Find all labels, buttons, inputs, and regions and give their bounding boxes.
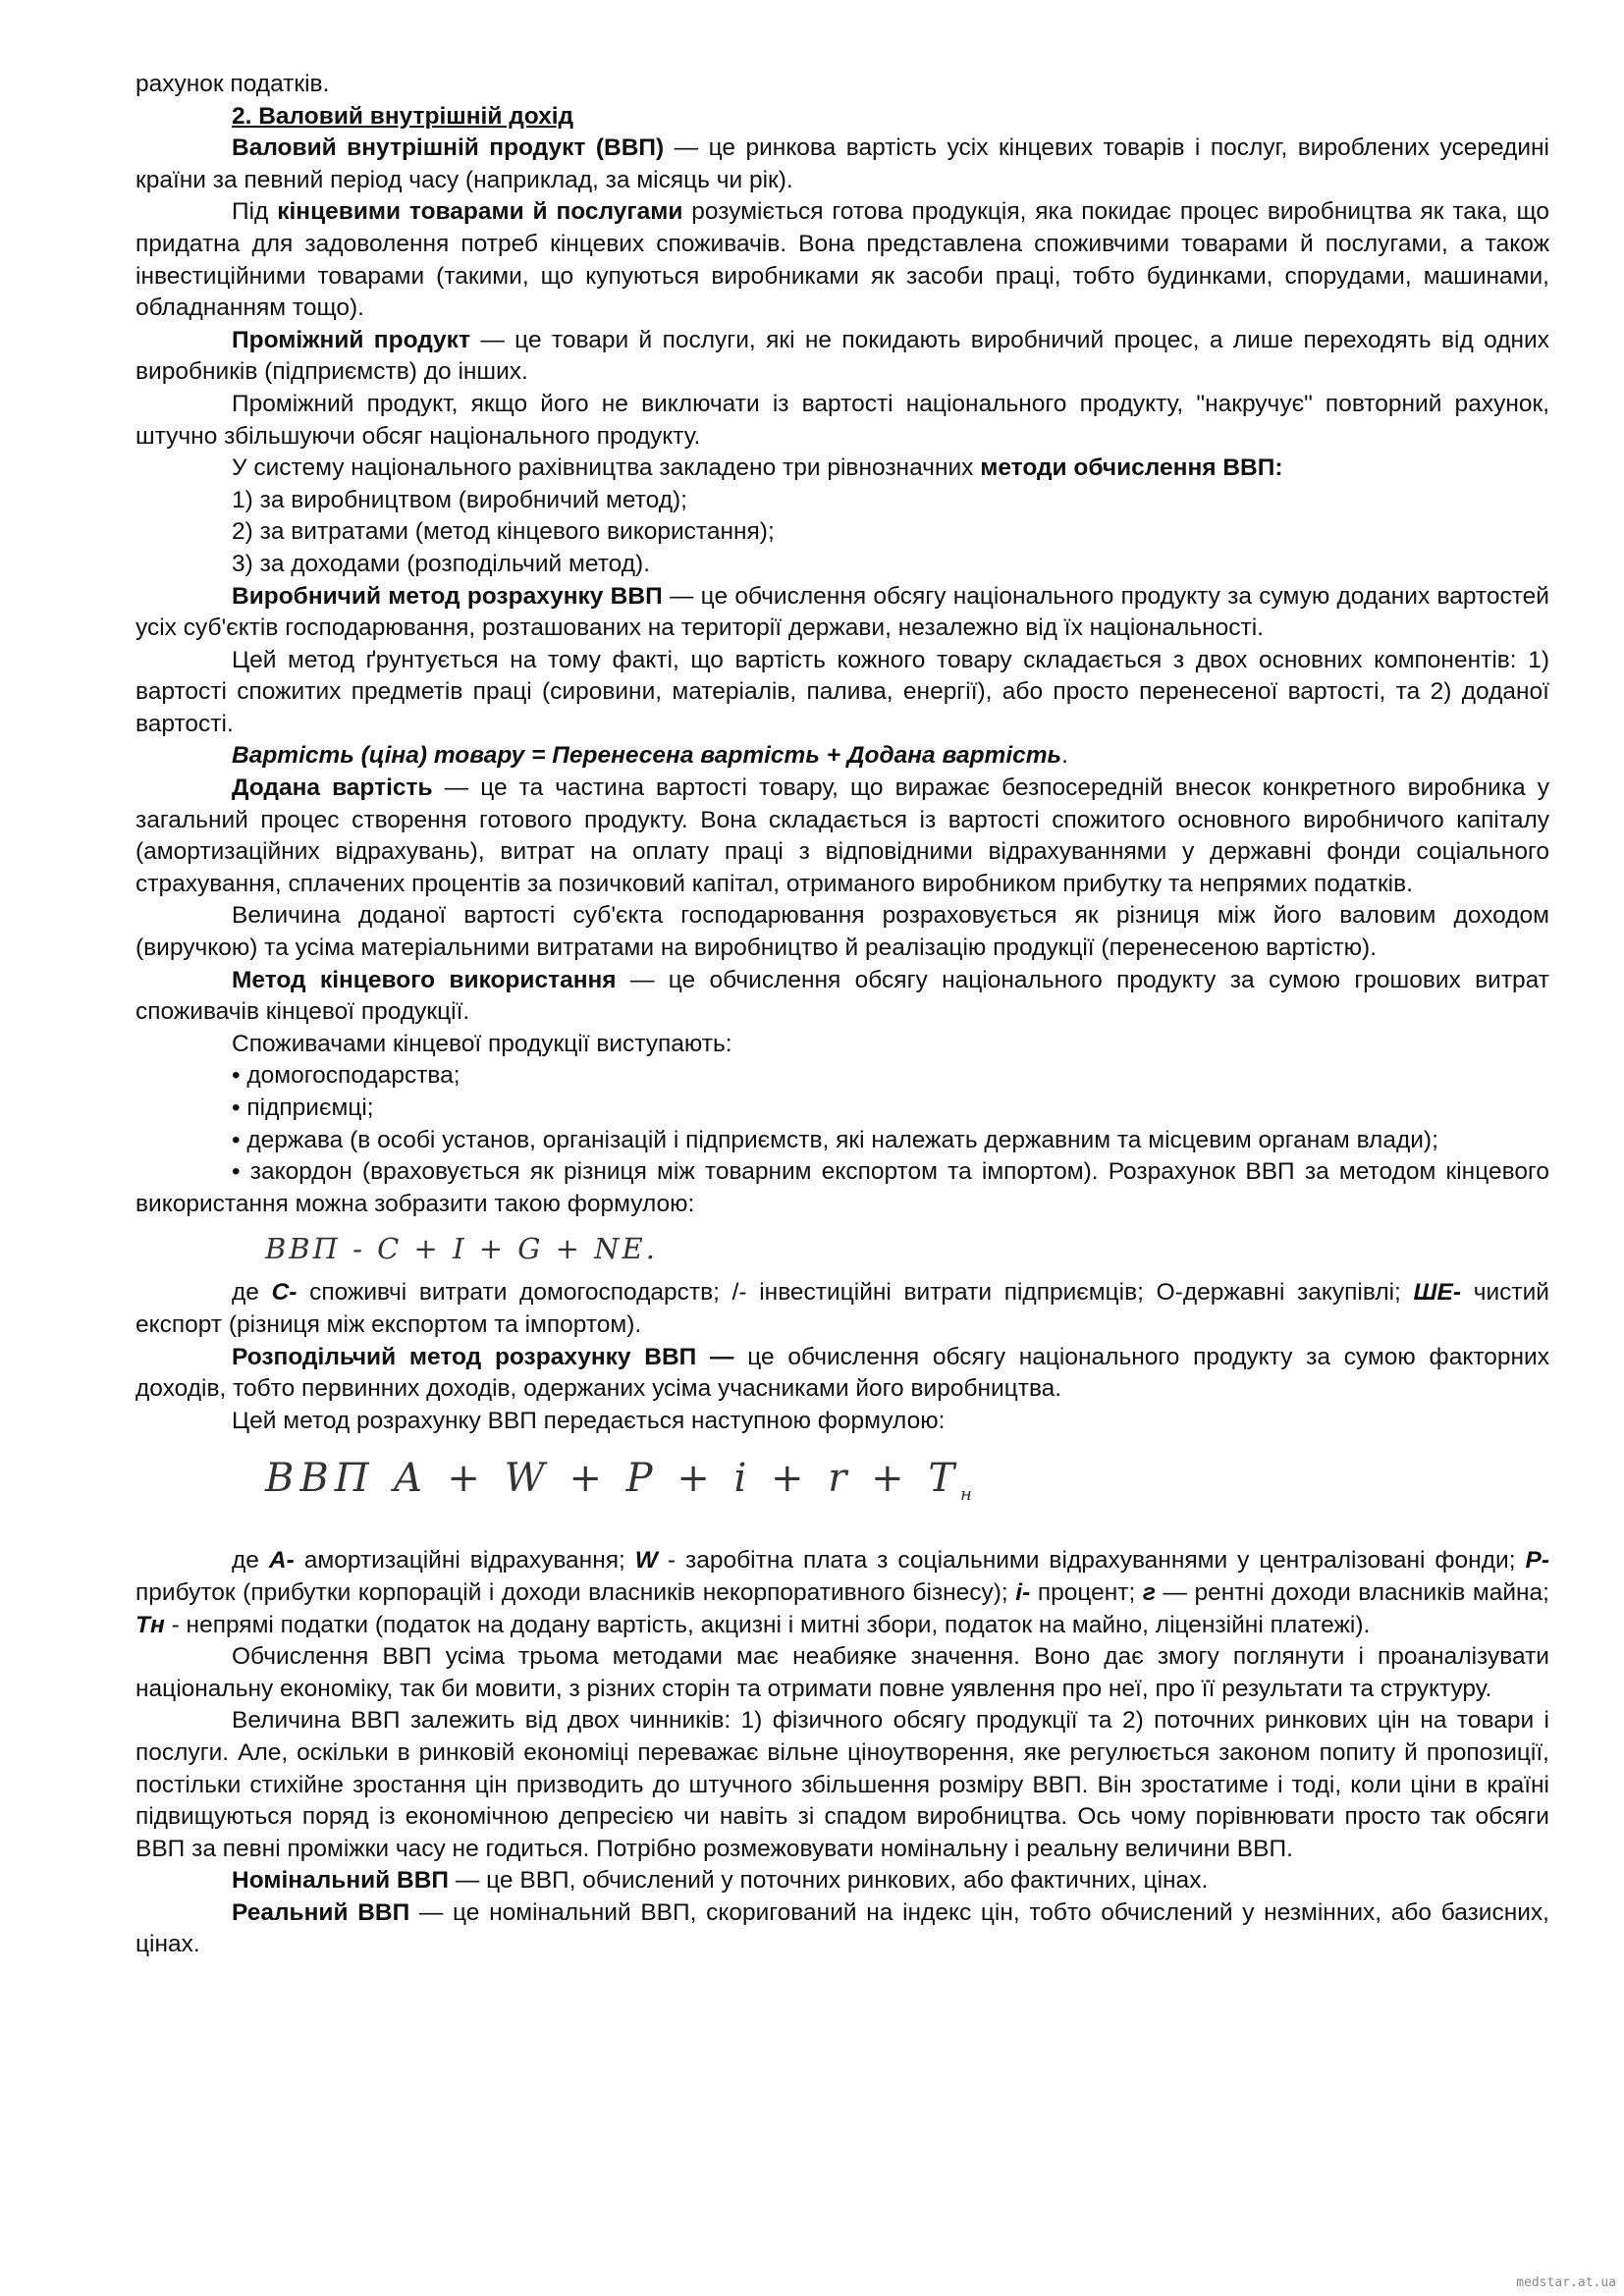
paragraph-text: - непрямі податки (податок на додану вартість, акцизні і митні збори, податок на майно, ліцензійні платежі). (164, 1611, 1371, 1638)
formula-income-text: ВВП А + W + Р + і + r + Т (265, 1456, 961, 1502)
paragraph-text: прибуток (прибутки корпорацій і доходи власників некорпоративного бізнесу); (135, 1578, 1016, 1606)
paragraph-intermediate-product (135, 325, 1549, 389)
term-intermediate-product: Проміжний продукт (232, 326, 470, 353)
bullet-state: • держава (в особі установ, організацій і підприємств, які належать державним та місцевим органам влади); (232, 1126, 1438, 1153)
paragraph-text: — це обчислення обсягу національного продукту за сумою грошових витрат споживачів кінцевої продукції. (135, 966, 1549, 1026)
bullet-entrepreneurs: • підприємці; (232, 1095, 374, 1121)
paragraph-cost-components: Цей метод ґрунтується на тому факті, що вартість кожного товару складається з двох основних компонентів: 1) вартості спожитих предметів праці (сировини, матеріалів, палива, енергії), або просто перенесеної вартості, та 2) доданої вартості. (135, 646, 1549, 737)
paragraph-final-goods (135, 196, 1549, 324)
paragraph-text: чистий експорт (різниця між експортом та імпортом). (135, 1279, 1549, 1338)
paragraph-value-added (135, 773, 1549, 900)
term-final-goods: кінцевими товарами й послугами (277, 198, 683, 226)
paragraph-value-equation (135, 740, 1549, 773)
paragraph-income-method (135, 1342, 1549, 1406)
bullet-abroad: • закордон (враховується як різниця між товарним експортом та імпортом). Розрахунок ВВП за методом кінцевого використання можна зобразити такою формулою: (135, 1158, 1549, 1217)
paragraph-text: - заробітна плата з соціальними відрахуваннями у централізовані фонди; (657, 1547, 1526, 1575)
paragraph-text: — це номінальний ВВП, скоригований на індекс цін, тобто обчислений у незмінних, або базисних, цінах. (135, 1898, 1549, 1958)
paragraph-text: — це ринкова вартість усіх кінцевих товарів і послуг, вироблених усередині країни за певний період часу (наприклад, за місяць чи рік). (135, 134, 1549, 193)
symbol-c: С- (271, 1279, 298, 1307)
paragraph-text: — рентні доходи власників майна; (1155, 1578, 1549, 1606)
paragraph-nominal-gdp (135, 1865, 1549, 1897)
paragraph-value-added-calc: Величина доданої вартості суб'єкта господарювання розраховується як різниця між його валовим доходом (виручкою) та усіма матеріальними витратами на виробництво й реалізацію продукції (перенесеною вартістю). (135, 902, 1549, 962)
site-watermark: medstar.at.ua (1516, 2275, 1616, 2290)
symbol-tn: Тн (135, 1611, 165, 1638)
paragraph-carryover: рахунок податків. (135, 71, 330, 97)
symbol-i: і- (1015, 1578, 1031, 1606)
paragraph-text: споживчі витрати домогосподарств; /- інвестиційні витрати підприємців; О-державні закупівлі; (297, 1279, 1414, 1307)
symbol-ne: ШЕ- (1413, 1279, 1462, 1307)
paragraph-text: . (1061, 742, 1068, 770)
paragraph-text: де (232, 1547, 269, 1575)
term-methods: методи обчислення ВВП: (980, 454, 1283, 482)
value-equation: Вартість (ціна) товару = Перенесена вартість + Додана вартість (232, 742, 1062, 770)
paragraph-text: — це та частина вартості товару, що виражає безпосередній внесок конкретного виробника у загальний процес створення готового продукту. Вона складається із вартості спожитого основного виробничого капіталу (амортизаційних відрахувань), витрат на оплату праці з відповідними відрахуваннями у державні фонди соціального страхування, сплачених процентів за позичковий капітал, отриманого виробником прибутку та непрямих податків. (135, 774, 1549, 897)
formula-income (135, 1437, 1549, 1545)
paragraph-text: де (232, 1279, 272, 1307)
paragraph-text: У систему національного рахівництва закладено три рівнозначних (232, 454, 981, 482)
formula-expenditure: ВВП - С + І + G + NE. (265, 1232, 658, 1266)
paragraph-real-gdp (135, 1897, 1549, 1961)
paragraph-formula1-legend (135, 1277, 1549, 1341)
paragraph-text: — це ВВП, обчислений у поточних ринкових, або фактичних, цінах. (449, 1867, 1209, 1895)
paragraph-formula2-legend (135, 1545, 1549, 1641)
paragraph-text: амортизаційні відрахування; (294, 1547, 635, 1575)
paragraph-text: — це товари й послуги, які не покидають виробничий процес, а лише переходять від одних виробників (підприємств) до інших. (135, 326, 1549, 386)
paragraph-text: це обчислення обсягу національного продукту за сумою факторних доходів, тобто первинних доходів, одержаних усіма учасниками його виробництва. (135, 1343, 1549, 1403)
paragraph-three-methods: Обчислення ВВП усіма трьома методами має неабияке значення. Воно дає змогу поглянути і проаналізувати національну економіку, так би мовити, з різних сторін та отримати повне уявлення про неї, про її результати та структуру. (135, 1643, 1549, 1702)
paragraph-production-method (135, 581, 1549, 645)
term-income-method: Розподільчий метод розрахунку ВВП — (232, 1343, 734, 1370)
list-item-method-2: 2) за витратами (метод кінцевого використання); (232, 518, 775, 546)
section-heading: 2. Валовий внутрішній дохід (232, 102, 574, 130)
paragraph-methods-intro (135, 453, 1549, 485)
symbol-r: г (1142, 1578, 1156, 1606)
symbol-a: А- (268, 1547, 295, 1575)
paragraph-formula2-intro: Цей метод розрахунку ВВП передається наступною формулою: (232, 1407, 946, 1434)
formula-income-subscript: н (960, 1484, 972, 1506)
bullet-households: • домогосподарства; (232, 1062, 460, 1090)
symbol-w: W (634, 1547, 658, 1575)
paragraph-gdp-factors: Величина ВВП залежить від двох чинників: 1) фізичного обсягу продукції та 2) поточних ринкових цін на товари і послуги. Але, оскільки в ринковій економіці переважає вільне ціноутворення, яке регулюється законом попиту й пропозиції, постільки стихійне зростання цін призводить до штучного збільшення розміру ВВП. Він зростатиме і тоді, коли ціни в країні підвищуються поряд із економічною депресією чи навіть зі спадом виробництва. Ось чому порівнювати просто так обсяги ВВП за певні проміжки часу не годиться. Потрібно розмежовувати номінальну і реальну величини ВВП. (135, 1707, 1549, 1862)
paragraph-final-use-method (135, 965, 1549, 1029)
paragraph-text: Під (232, 198, 278, 226)
paragraph-text: — це обчислення обсягу національного продукту за сумую доданих вартостей усіх суб'єктів господарювання, розташованих на території держави, незалежно від їх національності. (135, 582, 1549, 642)
paragraph-double-count: Проміжний продукт, якщо його не виключати із вартості національного продукту, "накручує" повторний рахунок, штучно збільшуючи обсяг національного продукту. (135, 390, 1549, 450)
term-final-use-method: Метод кінцевого використання (232, 966, 617, 993)
term-gdp: Валовий внутрішній продукт (ВВП) (232, 134, 665, 162)
document-page (135, 69, 1549, 1961)
term-nominal-gdp: Номінальний ВВП (232, 1867, 450, 1895)
term-production-method: Виробничий метод розрахунку ВВП (232, 582, 663, 610)
paragraph-gdp-definition (135, 133, 1549, 196)
symbol-p: Р- (1525, 1547, 1549, 1575)
paragraph-consumers-intro: Споживачами кінцевої продукції виступають: (232, 1030, 732, 1057)
term-real-gdp: Реальний ВВП (232, 1898, 410, 1926)
paragraph-text: процент; (1030, 1578, 1143, 1606)
list-item-method-3: 3) за доходами (розподільчий метод). (232, 550, 650, 577)
section-heading-wrap (135, 101, 1549, 133)
paragraph-text: розуміється готова продукція, яка покидає процес виробництва як така, що придатна для задоволення потреб кінцевих споживачів. Вона представлена споживчими товарами й послугами, а також інвестиційними товарами (такими, що купуються виробниками як засоби праці, тобто будинками, спорудами, машинами, обладнанням тощо). (135, 198, 1549, 322)
list-item-method-1: 1) за виробництвом (виробничий метод); (232, 486, 687, 513)
term-value-added: Додана вартість (232, 774, 433, 802)
